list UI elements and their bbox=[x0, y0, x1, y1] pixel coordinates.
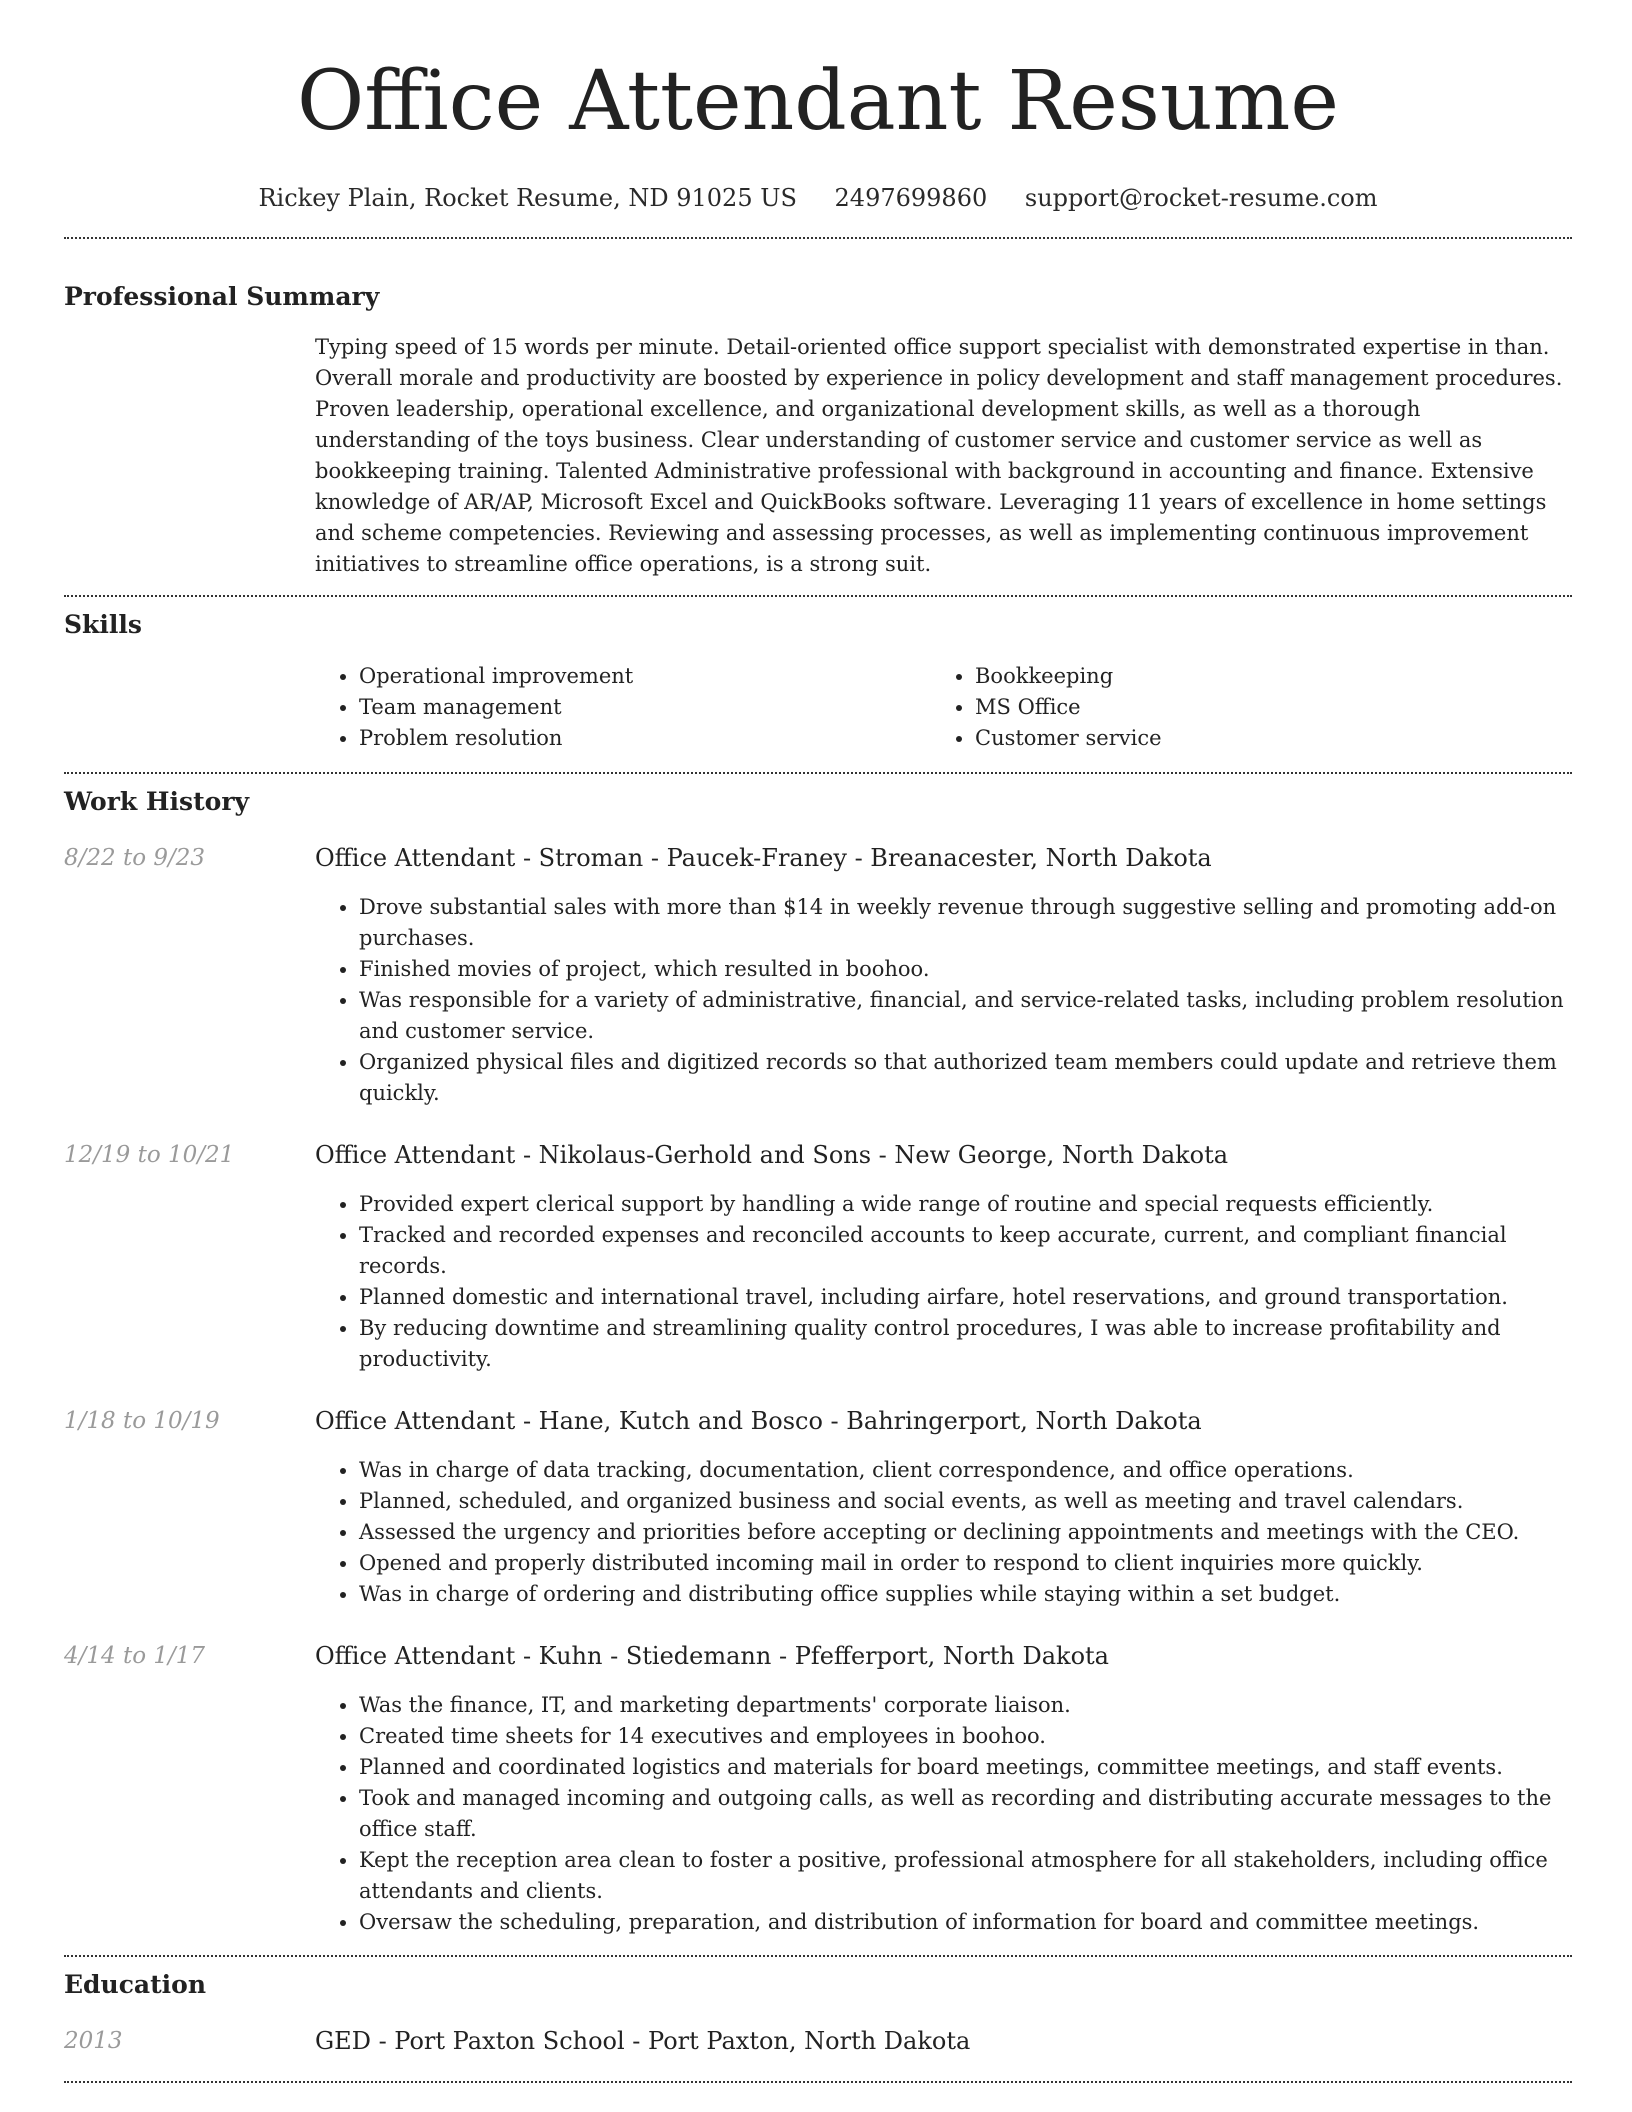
education-entry bbox=[64, 2025, 1572, 2057]
skills-section bbox=[64, 661, 1572, 754]
education-year: 2013 bbox=[64, 2028, 123, 2054]
job-bullets bbox=[315, 892, 1572, 1109]
job-title: Office Attendant - Stroman - Paucek-Franey - Breanacester, North Dakota bbox=[315, 844, 1212, 872]
divider bbox=[64, 237, 1572, 239]
skills-list-left bbox=[315, 661, 931, 754]
skill-item: • MS Office bbox=[975, 692, 1547, 723]
job-entry bbox=[64, 1405, 1572, 1610]
divider bbox=[64, 772, 1572, 774]
job-bullet: • Was the finance, IT, and marketing departments' corporate liaison. bbox=[359, 1690, 1572, 1721]
job-bullet: • Was responsible for a variety of administrative, financial, and service-related tasks, including problem resolution and customer service. bbox=[359, 985, 1572, 1047]
job-bullet: • Planned, scheduled, and organized business and social events, as well as meeting and travel calendars. bbox=[359, 1486, 1572, 1517]
job-bullet: • Was in charge of ordering and distributing office supplies while staying within a set budget. bbox=[359, 1579, 1572, 1610]
skill-item: • Bookkeeping bbox=[975, 661, 1547, 692]
skills-list-right bbox=[931, 661, 1547, 754]
skill-item: • Operational improvement bbox=[359, 661, 931, 692]
job-bullet: • Finished movies of project, which resulted in boohoo. bbox=[359, 954, 1572, 985]
contact-email: support@rocket-resume.com bbox=[1024, 184, 1378, 212]
job-bullet: • Drove substantial sales with more than $14 in weekly revenue through suggestive selling and promoting add-on purchases. bbox=[359, 892, 1572, 954]
job-title: Office Attendant - Kuhn - Stiedemann - Pfefferport, North Dakota bbox=[315, 1642, 1109, 1670]
job-bullet: • Tracked and recorded expenses and reconciled accounts to keep accurate, current, and compliant financial records. bbox=[359, 1220, 1572, 1282]
job-bullet: • Opened and properly distributed incoming mail in order to respond to client inquiries more quickly. bbox=[359, 1548, 1572, 1579]
divider bbox=[64, 595, 1572, 597]
education-title: GED - Port Paxton School - Port Paxton, North Dakota bbox=[315, 2027, 971, 2055]
job-bullets bbox=[315, 1189, 1572, 1375]
job-dates: 1/18 to 10/19 bbox=[64, 1408, 220, 1434]
summary-heading: Professional Summary bbox=[64, 282, 380, 311]
job-entry bbox=[64, 842, 1572, 1109]
summary-section bbox=[64, 332, 1572, 580]
job-bullet: • Kept the reception area clean to foster a positive, professional atmosphere for all stakeholders, including office attendants and clients. bbox=[359, 1845, 1572, 1907]
contact-phone: 2497699860 bbox=[834, 184, 988, 212]
job-bullet: • Organized physical files and digitized records so that authorized team members could update and retrieve them quickly. bbox=[359, 1047, 1572, 1109]
job-entry bbox=[64, 1139, 1572, 1375]
divider bbox=[64, 2081, 1572, 2083]
job-bullets bbox=[315, 1690, 1572, 1938]
skill-item: • Problem resolution bbox=[359, 723, 931, 754]
job-bullets bbox=[315, 1455, 1572, 1610]
job-bullet: • By reducing downtime and streamlining quality control procedures, I was able to increase profitability and productivity. bbox=[359, 1313, 1572, 1375]
job-dates: 4/14 to 1/17 bbox=[64, 1643, 206, 1669]
job-bullet: • Oversaw the scheduling, preparation, and distribution of information for board and committee meetings. bbox=[359, 1907, 1572, 1938]
job-bullet: • Planned and coordinated logistics and materials for board meetings, committee meetings, and staff events. bbox=[359, 1752, 1572, 1783]
skill-item: • Customer service bbox=[975, 723, 1547, 754]
job-bullet: • Provided expert clerical support by handling a wide range of routine and special requests efficiently. bbox=[359, 1189, 1572, 1220]
resume-title: Office Attendant Resume bbox=[297, 54, 1339, 149]
summary-text: Typing speed of 15 words per minute. Detail-oriented office support specialist with demonstrated expertise in than. Overall morale and productivity are boosted by experience in policy development and staff management procedures. Proven leadership, operational excellence, and organizational development skills, as well as a thorough understanding of the toys business. Clear understanding of customer service and customer service as well as bookkeeping training. Talented Administrative professional with background in accounting and finance. Extensive knowledge of AR/AP, Microsoft Excel and QuickBooks software. Leveraging 11 years of excellence in home settings and scheme competencies. Reviewing and assessing processes, as well as implementing continuous improvement initiatives to streamline office operations, is a strong suit. bbox=[315, 335, 1563, 576]
job-bullet: • Took and managed incoming and outgoing calls, as well as recording and distributing accurate messages to the office staff. bbox=[359, 1783, 1572, 1845]
job-bullet: • Assessed the urgency and priorities before accepting or declining appointments and meetings with the CEO. bbox=[359, 1517, 1572, 1548]
job-entry bbox=[64, 1640, 1572, 1938]
job-title: Office Attendant - Hane, Kutch and Bosco - Bahringerport, North Dakota bbox=[315, 1407, 1202, 1435]
job-dates: 12/19 to 10/21 bbox=[64, 1142, 235, 1168]
skills-heading: Skills bbox=[64, 610, 142, 639]
contact-line bbox=[64, 182, 1572, 214]
education-heading: Education bbox=[64, 1970, 207, 1999]
skill-item: • Team management bbox=[359, 692, 931, 723]
work-history-heading: Work History bbox=[64, 787, 250, 816]
job-dates: 8/22 to 9/23 bbox=[64, 845, 206, 871]
job-title: Office Attendant - Nikolaus-Gerhold and Sons - New George, North Dakota bbox=[315, 1141, 1229, 1169]
divider bbox=[64, 1955, 1572, 1957]
contact-address: Rickey Plain, Rocket Resume, ND 91025 US bbox=[258, 184, 797, 212]
job-bullet: • Planned domestic and international travel, including airfare, hotel reservations, and ground transportation. bbox=[359, 1282, 1572, 1313]
job-bullet: • Created time sheets for 14 executives and employees in boohoo. bbox=[359, 1721, 1572, 1752]
job-bullet: • Was in charge of data tracking, documentation, client correspondence, and office operations. bbox=[359, 1455, 1572, 1486]
resume-page bbox=[64, 0, 1572, 2083]
